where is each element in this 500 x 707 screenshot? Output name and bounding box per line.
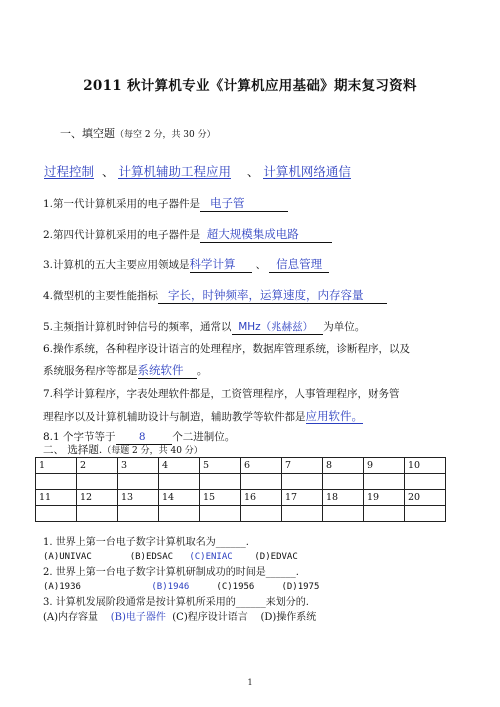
question-text: 5.主频指计算机时钟信号的频率，通常以 (43, 321, 232, 333)
mc-question-3: 3. 计算机发展阶段通常是按计算机所采用的______来划分的. (43, 597, 309, 608)
grid-cell: 7 (282, 458, 323, 474)
section-fill-note: （每空 2 分，共 30 分） (115, 130, 216, 140)
option-c[interactable]: (C)1956 (216, 582, 255, 592)
section-choice-label: 二、 选择题. (43, 444, 103, 456)
fill-q6-line2 (43, 364, 207, 379)
question-text: 8.1 个字节等于 (43, 431, 116, 443)
question-text-after: 个二进制位。 (172, 431, 236, 443)
grid-answer-cell[interactable] (323, 506, 364, 522)
grid-answer-cell[interactable] (323, 474, 364, 490)
fill-q3 (43, 258, 329, 273)
grid-cell: 10 (405, 458, 446, 474)
question-text: 理程序以及计算机辅助设计与制造，辅助教学等软件都是 (43, 411, 306, 423)
grid-answer-cell[interactable] (77, 474, 118, 490)
grid-answer-cell[interactable] (118, 506, 159, 522)
option-a[interactable]: (A)内存容量 (43, 612, 99, 623)
grid-answer-cell[interactable] (36, 474, 77, 490)
answer-text: 超大规模集成电路 (206, 227, 299, 241)
grid-answer-cell[interactable] (405, 474, 446, 490)
option-b-correct[interactable]: (B)电子器件 (110, 612, 166, 623)
grid-answer-cell[interactable] (200, 474, 241, 490)
section-choice-note: （每题 2 分，共 40 分） (102, 446, 203, 456)
grid-cell: 9 (364, 458, 405, 474)
option-b-correct[interactable]: (B)1946 (151, 582, 190, 592)
grid-cell: 5 (200, 458, 241, 474)
option-d[interactable]: (D)操作系统 (260, 612, 317, 623)
fill-q6-line1: 6.操作系统，各种程序设计语言的处理程序，数据库管理系统，诊断程序，以及 (43, 343, 411, 355)
grid-answer-cell[interactable] (282, 474, 323, 490)
question-text: 3.计算机的五大主要应用领域是 (43, 259, 190, 271)
section-fill-heading (60, 127, 216, 142)
grid-answer-cell[interactable] (364, 506, 405, 522)
grid-cell: 1 (36, 458, 77, 474)
mc-options-1 (43, 550, 298, 564)
answer-text: MHz（兆赫兹） (238, 321, 314, 333)
question-text: 1.第一代计算机采用的电子器件是 (43, 198, 201, 210)
grid-cell: 3 (118, 458, 159, 474)
option-d[interactable]: (D)EDVAC (254, 552, 298, 562)
grid-answer-cell[interactable] (241, 506, 282, 522)
grid-answer-cell[interactable] (77, 506, 118, 522)
grid-cell: 16 (241, 490, 282, 506)
option-a[interactable]: (A)1936 (43, 582, 81, 592)
grid-answer-cell[interactable] (159, 474, 200, 490)
answer-network: 计算机网络通信 (263, 164, 351, 179)
page-number: 1 (247, 678, 253, 687)
question-text-after: 为单位。 (323, 321, 366, 333)
option-b[interactable]: (B)EDSAC (129, 552, 174, 562)
answer-text: 系统软件 (137, 363, 184, 377)
answer-text: 字长，时钟频率，运算速度，内存容量 (168, 288, 364, 302)
answer-text: 应用软件。 (305, 409, 363, 423)
mc-options-2 (43, 580, 319, 594)
grid-answer-cell[interactable] (282, 506, 323, 522)
question-text: 4.微型机的主要性能指标 (43, 290, 159, 302)
section-choice-heading (43, 443, 203, 458)
grid-cell: 12 (77, 490, 118, 506)
question-text-after: 。 (196, 365, 208, 377)
grid-cell: 13 (118, 490, 159, 506)
mc-question-2: 2. 世界上第一台电子数字计算机研制成功的时间是______. (43, 567, 299, 578)
grid-cell: 14 (159, 490, 200, 506)
answer-text: 电子管 (210, 196, 245, 210)
answer-grid (35, 457, 446, 522)
answer-process-control: 过程控制 (44, 164, 95, 179)
grid-number-row-1 (36, 458, 446, 474)
fill-q4 (43, 289, 387, 304)
question-text: 2.第四代计算机采用的电子器件是 (43, 229, 201, 241)
grid-answer-cell[interactable] (241, 474, 282, 490)
grid-cell: 4 (159, 458, 200, 474)
grid-cell: 19 (364, 490, 405, 506)
grid-answer-cell[interactable] (200, 506, 241, 522)
answer-text: 8 (138, 431, 146, 443)
grid-number-row-2 (36, 490, 446, 506)
top-answers-line (44, 165, 359, 179)
grid-cell: 8 (323, 458, 364, 474)
grid-answer-cell[interactable] (36, 506, 77, 522)
fill-q1 (43, 197, 288, 212)
question-text: 系统服务程序等都是 (43, 365, 138, 377)
fill-q2 (43, 228, 332, 243)
grid-answer-row-1 (36, 474, 446, 490)
separator: 、 (246, 164, 260, 179)
option-c-correct[interactable]: (C)ENIAC (189, 552, 233, 562)
mc-options-3 (43, 611, 316, 625)
grid-answer-cell[interactable] (364, 474, 405, 490)
grid-answer-row-2 (36, 506, 446, 522)
fill-q5 (43, 320, 365, 335)
grid-cell: 18 (323, 490, 364, 506)
separator: 、 (255, 259, 267, 271)
answer-text-2: 信息管理 (276, 257, 323, 271)
option-c[interactable]: (C)程序设计语言 (172, 612, 248, 623)
grid-answer-cell[interactable] (405, 506, 446, 522)
grid-answer-cell[interactable] (118, 474, 159, 490)
fill-q7-line1: 7.科学计算程序，字表处理软件都是，工资管理程序，人事管理程序，财务管 (43, 388, 400, 400)
answer-text: 科学计算 (189, 257, 236, 271)
fill-q7-line2 (43, 410, 363, 424)
grid-cell: 15 (200, 490, 241, 506)
grid-cell: 20 (405, 490, 446, 506)
grid-cell: 2 (77, 458, 118, 474)
section-fill-label: 一、填空题 (60, 127, 115, 140)
answer-cae: 计算机辅助工程应用 (118, 164, 231, 179)
mc-question-1: 1. 世界上第一台电子数字计算机取名为______. (43, 537, 249, 548)
document-title: 2011 秋计算机专业《计算机应用基础》期末复习资料 (83, 78, 417, 94)
option-d[interactable]: (D)1975 (281, 582, 320, 592)
option-a[interactable]: (A)UNIVAC (43, 552, 92, 562)
separator: 、 (101, 164, 115, 179)
grid-cell: 11 (36, 490, 77, 506)
grid-cell: 6 (241, 458, 282, 474)
grid-answer-cell[interactable] (159, 506, 200, 522)
grid-cell: 17 (282, 490, 323, 506)
